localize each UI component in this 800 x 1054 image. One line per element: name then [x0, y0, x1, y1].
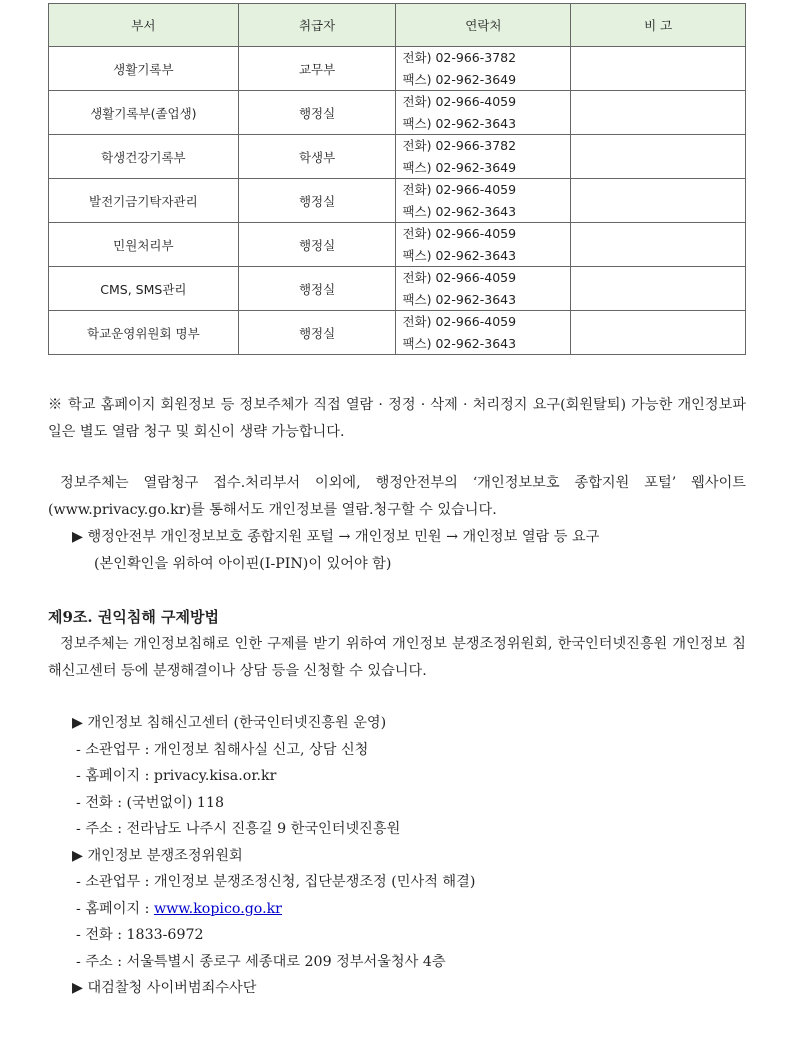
list-item [72, 763, 475, 790]
list-item-text: 전화 : 1833-6972 [85, 927, 204, 943]
list-item-text: 전화 : (국번없이) 118 [85, 794, 225, 811]
dash-marker: - [76, 821, 81, 837]
fax-number: 팩스) 02-962-3643 [402, 335, 517, 351]
department-contact-table [48, 3, 746, 355]
cell-dept: 학교운영위원회 명부 [49, 311, 239, 355]
dash-marker: - [76, 874, 81, 890]
table-row [49, 179, 746, 223]
portal-bullet-line2: (본인확인을 위하여 아이핀(I-PIN)이 있어야 함) [94, 556, 392, 572]
section-9-intro: 정보주체는 개인정보침해로 인한 구제를 받기 위하여 개인정보 분쟁조정위원회, 한국인터넷진흥원 개인정보 침해신고센터 등에 분쟁해결이나 상담 등을 신청할 수 있습니다. [48, 636, 747, 679]
list-item [72, 843, 475, 870]
dash-marker: - [76, 953, 81, 970]
dash-marker: - [76, 927, 81, 943]
list-item [72, 869, 475, 896]
arrow-bullet-icon: ▶ [72, 529, 83, 545]
list-item-text: 개인정보 분쟁조정위원회 [87, 847, 243, 864]
list-item [72, 816, 475, 843]
table-header-row [49, 4, 746, 47]
cell-dept: 민원처리부 [49, 223, 239, 267]
header-note: 비 고 [571, 4, 746, 47]
cell-dept: 학생건강기록부 [49, 135, 239, 179]
phone-number: 전화) 02-966-4059 [402, 94, 517, 109]
fax-number: 팩스) 02-962-3643 [402, 115, 517, 131]
cell-contact [396, 135, 571, 179]
list-item-text: 홈페이지 : privacy.kisa.or.kr [85, 768, 277, 784]
phone-number: 전화) 02-966-4059 [402, 226, 517, 241]
cell-contact [396, 267, 571, 311]
list-item-label: 홈페이지 : [85, 900, 154, 917]
list-item-text: 개인정보 침해신고센터 (한국인터넷진흥원 운영) [87, 715, 387, 731]
table-row [49, 267, 746, 311]
cell-handler: 행정실 [238, 311, 396, 355]
table-row [49, 311, 746, 355]
table-row [49, 47, 746, 91]
notice-paragraph: ※ 학교 홈페이지 회원정보 등 정보주체가 직접 열람 · 정정 · 삭제 · 처리정지 요구(회원탈퇴) 가능한 개인정보파일은 별도 열람 청구 및 회신이 생략 가능합니다. [48, 397, 746, 440]
table-row [49, 135, 746, 179]
arrow-bullet-icon: ▶ [72, 980, 83, 996]
list-item [72, 975, 475, 1002]
arrow-bullet-icon: ▶ [72, 847, 83, 864]
list-item-text: 소관업무 : 개인정보 분쟁조정신청, 집단분쟁조정 (민사적 해결) [85, 874, 476, 890]
table-row [49, 223, 746, 267]
cell-dept: 생활기록부 [49, 47, 239, 91]
cell-contact [396, 47, 571, 91]
dash-marker: - [76, 794, 81, 811]
cell-contact [396, 179, 571, 223]
cell-note [571, 311, 746, 355]
fax-number: 팩스) 02-962-3649 [402, 71, 517, 87]
cell-handler: 행정실 [238, 179, 396, 223]
portal-paragraph: 정보주체는 열람청구 접수.처리부서 이외에, 행정안전부의 ‘개인정보보호 종합지원 포털’ 웹사이트(www.privacy.go.kr)를 통해서도 개인정보를 열람.청구할 수 있습니다. [48, 475, 746, 518]
list-item [72, 896, 475, 923]
phone-number: 전화) 02-966-4059 [402, 314, 517, 329]
dash-marker: - [76, 741, 81, 758]
list-item [72, 949, 475, 976]
cell-handler: 교무부 [238, 47, 396, 91]
table-row [49, 91, 746, 135]
remedy-list [72, 710, 475, 1002]
fax-number: 팩스) 02-962-3643 [402, 203, 517, 219]
cell-note [571, 267, 746, 311]
fax-number: 팩스) 02-962-3643 [402, 247, 517, 263]
fax-number: 팩스) 02-962-3649 [402, 159, 517, 175]
cell-handler: 학생부 [238, 135, 396, 179]
cell-contact [396, 91, 571, 135]
list-item [72, 922, 475, 949]
list-item [72, 710, 475, 737]
dash-marker: - [76, 768, 81, 784]
portal-bullet [72, 524, 746, 578]
cell-contact [396, 311, 571, 355]
cell-note [571, 223, 746, 267]
cell-handler: 행정실 [238, 223, 396, 267]
cell-dept: CMS, SMS관리 [49, 267, 239, 311]
cell-note [571, 47, 746, 91]
list-item [72, 790, 475, 817]
dash-marker: - [76, 900, 81, 917]
cell-contact [396, 223, 571, 267]
cell-note [571, 179, 746, 223]
list-item-text: 대검찰청 사이버범죄수사단 [87, 980, 257, 996]
phone-number: 전화) 02-966-4059 [402, 182, 517, 197]
kopico-link[interactable]: www.kopico.go.kr [153, 900, 282, 917]
portal-bullet-line1: 행정안전부 개인정보보호 종합지원 포털 → 개인정보 민원 → 개인정보 열람 등 요구 [87, 529, 600, 545]
cell-handler: 행정실 [238, 267, 396, 311]
list-item [72, 737, 475, 764]
list-item-text: 주소 : 서울특별시 종로구 세종대로 209 정부서울청사 4층 [85, 953, 446, 970]
header-handler: 취급자 [238, 4, 396, 47]
cell-dept: 발전기금기탁자관리 [49, 179, 239, 223]
cell-note [571, 91, 746, 135]
fax-number: 팩스) 02-962-3643 [402, 291, 517, 307]
header-dept: 부서 [49, 4, 239, 47]
phone-number: 전화) 02-966-4059 [402, 270, 517, 285]
arrow-bullet-icon: ▶ [72, 715, 83, 731]
phone-number: 전화) 02-966-3782 [402, 138, 517, 153]
phone-number: 전화) 02-966-3782 [402, 50, 517, 65]
cell-note [571, 135, 746, 179]
list-item-text: 소관업무 : 개인정보 침해사실 신고, 상담 신청 [85, 741, 369, 758]
list-item-text: 주소 : 전라남도 나주시 진흥길 9 한국인터넷진흥원 [85, 821, 401, 837]
header-contact: 연락처 [396, 4, 571, 47]
cell-dept: 생활기록부(졸업생) [49, 91, 239, 135]
section-9-title: 제9조. 권익침해 구제방법 [48, 608, 220, 626]
cell-handler: 행정실 [238, 91, 396, 135]
